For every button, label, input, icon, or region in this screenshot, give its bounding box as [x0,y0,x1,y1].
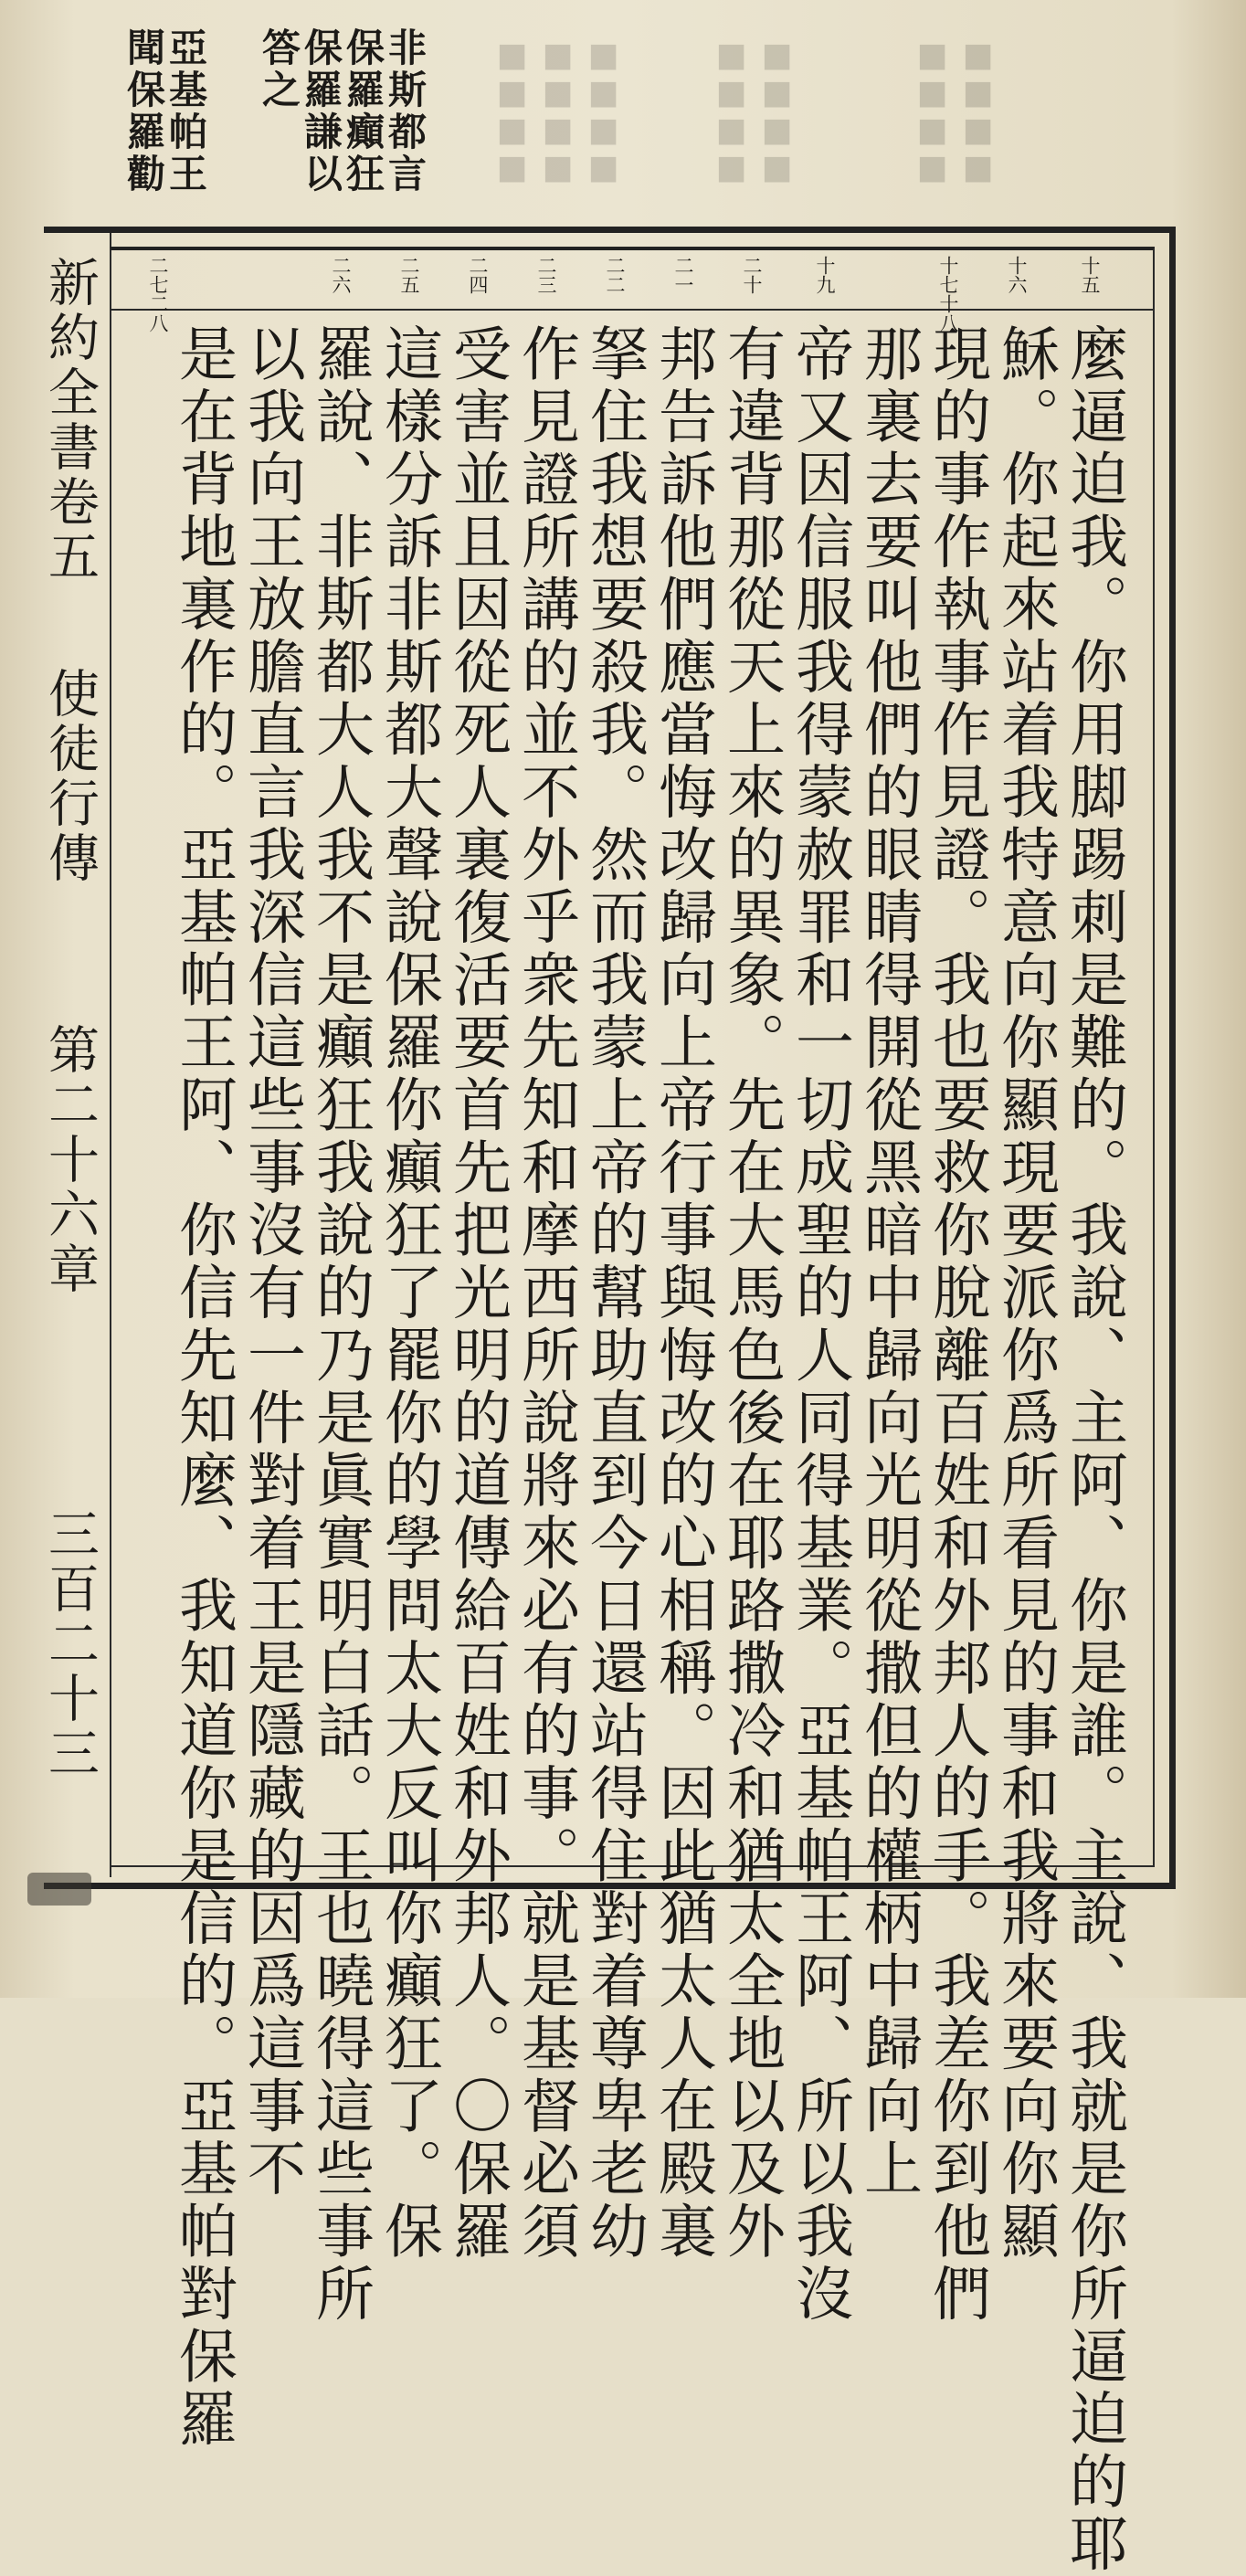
ink-stain [27,1873,91,1906]
text-column: 穌。你起來站着我特意向你顯現要派你爲所看見的事和我將來要向你顯 [991,323,1059,2264]
verse-number: 十五 [1079,256,1101,294]
headnote: 亞基帕王 [164,27,208,195]
verse-number-strip [111,250,1153,333]
verse-number: 二五 [398,256,420,294]
text-column: 是在背地裏作的。亞基帕王阿、你信先知麼、我知道你是信的。亞基帕對保羅 [169,323,237,2451]
page-number: 三百二十三 [40,1507,100,1781]
text-column: 作見證所講的並不外乎衆先知和摩西所說將來必有的事。就是基督必須 [512,323,579,2264]
verse-number: 二六 [330,256,352,294]
bleed-through-shadow: ■■■■ ■■■■ ■■■■ ■■■■ ■■■■ ■■■■ ■■■■ [493,37,997,186]
headnote: 聞保羅勸 [121,27,166,195]
text-column: 有違背那從天上來的異象。先在大馬色後在耶路撒冷和猶太全地以及外 [717,323,785,2264]
verse-number: 二三 [535,256,557,294]
verse-number: 十六 [1006,256,1028,294]
text-block [110,247,1155,2576]
text-column: 受害並且因從死人裏復活要首先把光明的道傳給百姓和外邦人。〇保羅 [443,323,511,2264]
headnote: 答之 [257,27,301,111]
text-column: 那裏去要叫他們的眼睛得開從黑暗中歸向光明從撒但的權柄中歸向上 [854,323,922,2201]
book-title: 新約全書卷五 [40,256,100,585]
headnote: 保羅謙以 [299,27,343,195]
text-column: 這樣分訴非斯都大聲說保羅你癲狂了罷你的學問太大反叫你癲狂了。保 [375,323,442,2264]
text-column: 以我向王放膽直言我深信這些事沒有一件對着王是隱藏的因爲這事不 [238,323,305,2201]
verse-number: 二十 [741,256,763,294]
text-column: 羅說、非斯都大人我不是癲狂我說的乃是眞實明白話。王也曉得這些事所 [306,323,374,2326]
verse-number: 十七十八 [937,256,959,333]
verse-number: 十九 [814,256,836,294]
verse-number: 二一 [672,256,694,294]
chapter-label: 第二十六章 [40,1023,100,1297]
text-column: 拏住我想要殺我。然而我蒙上帝的幫助直到今日還站得住對着尊卑老幼 [580,323,648,2264]
headnotes [110,27,438,219]
text-column: 麼逼迫我。你用脚踢刺是難的。我說、主阿、你是誰。主說、我就是你所逼迫的耶 [1060,323,1127,2576]
text-column: 現的事作執事作見證。我也要救你脫離百姓和外邦人的手。我差你到他們 [923,323,990,2326]
acts-title: 使徒行傳 [40,667,100,886]
verse-number: 二二 [604,256,626,294]
text-column: 帝又因信服我得蒙赦罪和一切成聖的人同得基業。亞基帕王阿、所以我沒 [786,323,853,2326]
text-column: 邦告訴他們應當悔改歸向上帝行事與悔改的心相稱。因此猶太人在殿裏 [649,323,716,2264]
verse-number: 二四 [467,256,489,294]
verse-number: 二七二八 [147,256,169,333]
headnote: 保羅癲狂 [341,27,385,195]
headnote: 非斯都言 [383,27,428,195]
